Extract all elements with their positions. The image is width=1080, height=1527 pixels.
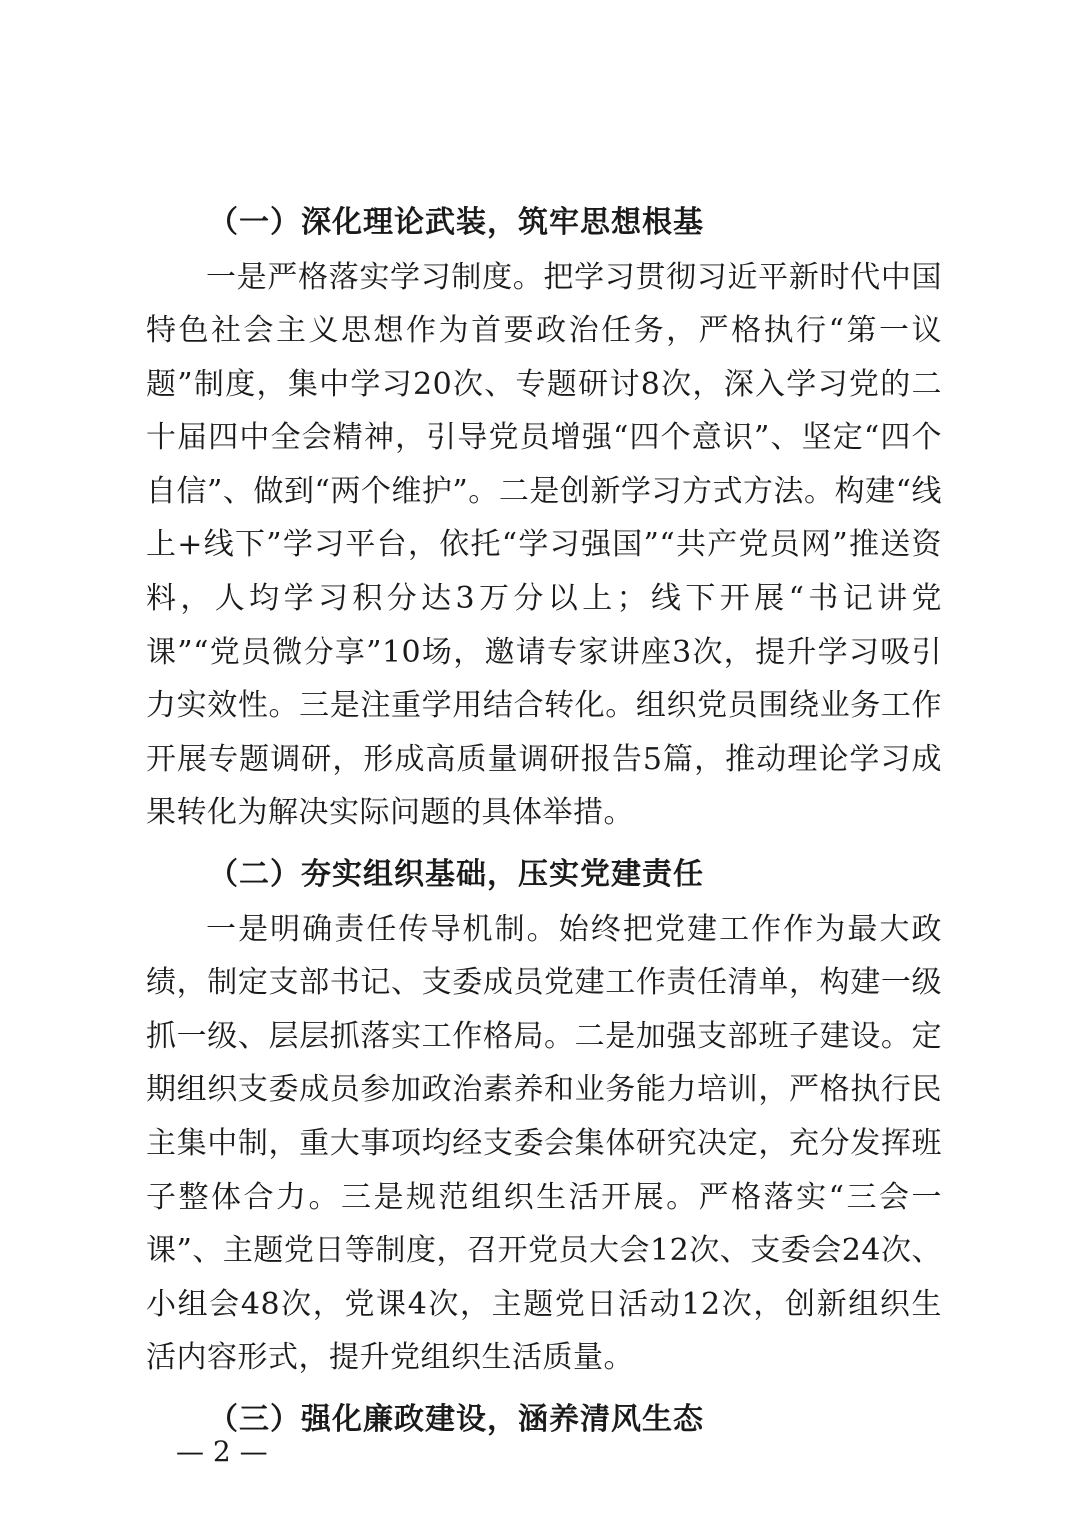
section-heading-2: （二）夯实组织基础，压实党建责任 xyxy=(208,857,704,893)
section-paragraph-2: 一是明确责任传导机制。始终把党建工作作为最大政绩，制定支部书记、支委成员党建工作责任清单，构建一级抓一级、层层抓落实工作格局。二是加强支部班子建设。定期组织支委成员参加政治素养和业务能力培训，严格执行民主集中制，重大事项均经支委会集体研究决定，充分发挥班子整体合力。三是规范组织生活开展。严格落实“三会一课”、主题党日等制度，召开党员大会12次、支委会24次、小组会48次，党课4次，主题党日活动12次，创新组织生活内容形式，提升党组织生活质量。 xyxy=(146,911,942,1376)
section-paragraph-1: 一是严格落实学习制度。把学习贯彻习近平新时代中国特色社会主义思想作为首要政治任务，严格执行“第一议题”制度，集中学习20次、专题研讨8次，深入学习党的二十届四中全会精神，引导党员增强“四个意识”、坚定“四个自信”、做到“两个维护”。二是创新学习方式方法。构建“线上+线下”学习平台，依托“学习强国”“共产党员网”推送资料，人均学习积分达3万分以上；线下开展“书记讲党课”“党员微分享”10场，邀请专家讲座3次，提升学习吸引力实效性。三是注重学用结合转化。组织党员围绕业务工作开展专题调研，形成高质量调研报告5篇，推动理论学习成果转化为解决实际问题的具体举措。 xyxy=(146,259,942,831)
page-number: — 2 — xyxy=(176,1435,268,1468)
section-heading-3: （三）强化廉政建设，涵养清风生态 xyxy=(208,1401,704,1437)
section-heading-1: （一）深化理论武装，筑牢思想根基 xyxy=(208,205,704,240)
document-body xyxy=(146,196,942,1447)
